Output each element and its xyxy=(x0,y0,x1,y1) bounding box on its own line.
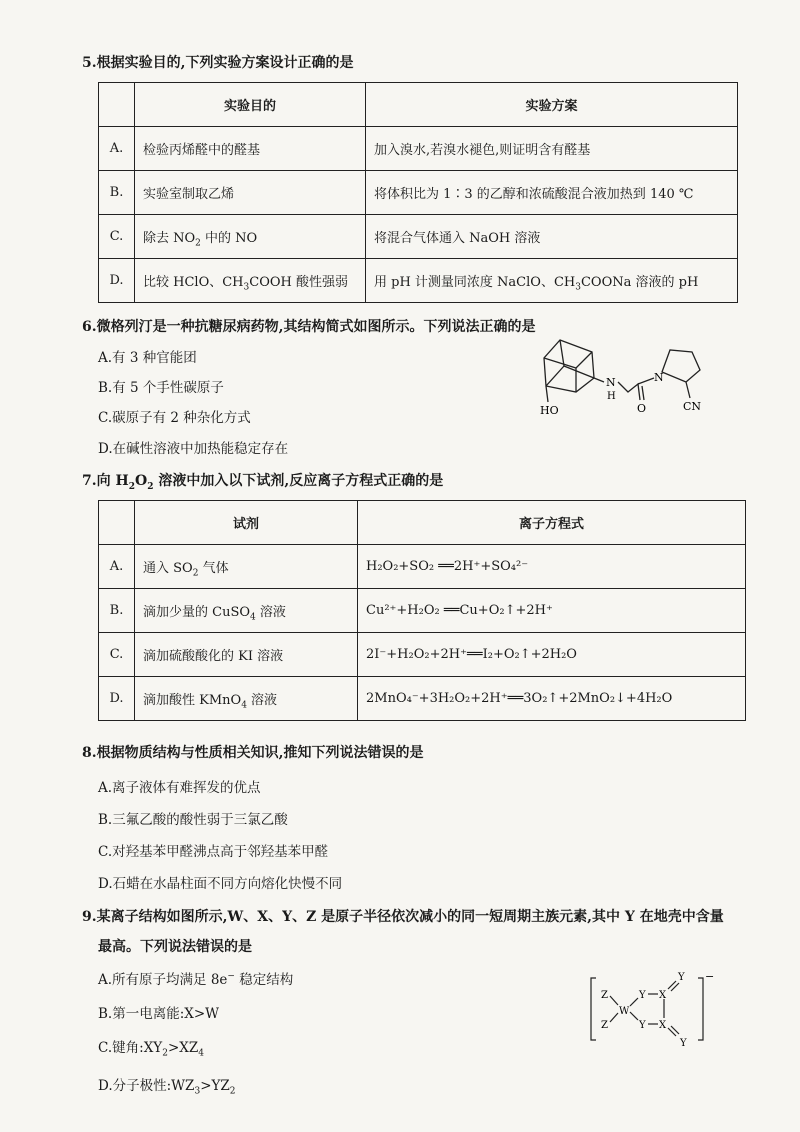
q5-table xyxy=(98,82,738,303)
reagent-cell: 通入 $SO_2$ 气体 xyxy=(135,545,358,589)
q6-option-c: C.碳原子有 2 种杂化方式 xyxy=(98,410,251,426)
q5-stem: 5.根据实验目的,下列实验方案设计正确的是 xyxy=(82,55,354,71)
atom-x-bottom: X xyxy=(659,1020,667,1031)
table-row xyxy=(99,501,746,545)
table-row xyxy=(99,127,738,171)
equation-cell: H₂O₂+SO₂ ══2H⁺+SO₄²⁻ xyxy=(358,545,746,589)
goal-cell: 比较 HClO、$CH_3COOH$ 酸性强弱 xyxy=(135,259,366,303)
table-row xyxy=(99,677,746,721)
atom-z-top: Z xyxy=(601,990,608,1001)
plan-cell: 加入溴水,若溴水褪色,则证明含有醛基 xyxy=(366,127,738,171)
row-label: D. xyxy=(99,677,135,721)
header-plan: 实验方案 xyxy=(366,83,738,127)
atom-y-bottom: Y xyxy=(639,1020,646,1031)
q9-option-c: C.键角$:XY_2>XZ_4$ xyxy=(98,1040,204,1059)
row-label: B. xyxy=(99,171,135,215)
header-goal: 实验目的 xyxy=(135,83,366,127)
table-row xyxy=(99,633,746,677)
header-equation: 离子方程式 xyxy=(358,501,746,545)
atom-y-top: Y xyxy=(639,990,646,1001)
vildagliptin-structure xyxy=(520,330,735,425)
q6-option-d: D.在碱性溶液中加热能稳定存在 xyxy=(98,441,289,457)
atom-z-bottom: Z xyxy=(601,1020,608,1031)
q7-stem: 7.向 $H_2O_2$ 溶液中加入以下试剂,反应离子方程式正确的是 xyxy=(82,473,444,492)
q6-option-b: B.有 5 个手性碳原子 xyxy=(98,380,224,396)
header-reagent: 试剂 xyxy=(135,501,358,545)
q6-option-a: A.有 3 种官能团 xyxy=(98,350,197,366)
row-label: B. xyxy=(99,589,135,633)
reagent-cell: 滴加硫酸酸化的 KI 溶液 xyxy=(135,633,358,677)
plan-cell: 用 pH 计测量同浓度 NaClO、$CH_3COONa$ 溶液的 pH xyxy=(366,259,738,303)
ho-label: HO xyxy=(540,404,559,417)
ring-n-label: N xyxy=(654,371,664,384)
row-label: C. xyxy=(99,633,135,677)
goal-cell: 实验室制取乙烯 xyxy=(135,171,366,215)
table-row xyxy=(99,215,738,259)
goal-cell: 除去 $NO_2$ 中的 NO xyxy=(135,215,366,259)
plan-cell: 将体积比为 1∶3 的乙醇和浓硫酸混合液加热到 140 ℃ xyxy=(366,171,738,215)
atom-x-top: X xyxy=(659,990,667,1001)
q8-option-b: B.三氟乙酸的酸性弱于三氯乙酸 xyxy=(98,812,288,828)
atom-y-lower: Y xyxy=(680,1038,687,1049)
carbonyl-o-label: O xyxy=(637,402,647,415)
plan-cell: 将混合气体通入 NaOH 溶液 xyxy=(366,215,738,259)
q9-option-b: B.第一电离能:X>W xyxy=(98,1006,220,1022)
row-label: D. xyxy=(99,259,135,303)
equation-cell: Cu²⁺+H₂O₂ ══Cu+O₂↑+2H⁺ xyxy=(358,589,746,633)
table-row xyxy=(99,545,746,589)
equation-cell: 2I⁻+H₂O₂+2H⁺══I₂+O₂↑+2H₂O xyxy=(358,633,746,677)
table-row xyxy=(99,589,746,633)
table-row xyxy=(99,171,738,215)
reagent-cell: 滴加少量的 CuSO$_4$ 溶液 xyxy=(135,589,358,633)
q9-option-d: D.分子极性$:WZ_3>YZ_2$ xyxy=(98,1078,236,1097)
amine-h-label: H xyxy=(607,391,616,402)
ion-structure xyxy=(588,968,718,1050)
table-row xyxy=(99,83,738,127)
cn-label: CN xyxy=(683,400,702,413)
row-label: A. xyxy=(99,127,135,171)
amine-n-label: N xyxy=(606,376,616,389)
q8-option-a: A.离子液体有难挥发的优点 xyxy=(98,780,261,796)
q8-stem: 8.根据物质结构与性质相关知识,推知下列说法错误的是 xyxy=(82,745,424,761)
equation-cell: 2MnO₄⁻+3H₂O₂+2H⁺══3O₂↑+2MnO₂↓+4H₂O xyxy=(358,677,746,721)
goal-cell: 检验丙烯醛中的醛基 xyxy=(135,127,366,171)
q9-stem-line2: 最高。下列说法错误的是 xyxy=(98,939,252,955)
table-row xyxy=(99,259,738,303)
ion-charge: − xyxy=(705,970,715,983)
q8-option-d: D.石蜡在水晶柱面不同方向熔化快慢不同 xyxy=(98,876,343,892)
atom-y-upper: Y xyxy=(678,972,685,983)
row-label: A. xyxy=(99,545,135,589)
row-label: C. xyxy=(99,215,135,259)
atom-w: W xyxy=(619,1006,630,1017)
q7-table xyxy=(98,500,746,721)
q9-option-a: A.所有原子均满足 8e− 稳定结构 xyxy=(98,971,294,988)
q9-stem-line1: 9.某离子结构如图所示,W、X、Y、Z 是原子半径依次减小的同一短周期主族元素,其中 Y 在地壳中含量 xyxy=(82,909,724,925)
reagent-cell: 滴加酸性 KMnO$_4$ 溶液 xyxy=(135,677,358,721)
q8-option-c: C.对羟基苯甲醛沸点高于邻羟基苯甲醛 xyxy=(98,844,329,860)
q6-stem: 6.微格列汀是一种抗糖尿病药物,其结构简式如图所示。下列说法正确的是 xyxy=(82,319,536,335)
